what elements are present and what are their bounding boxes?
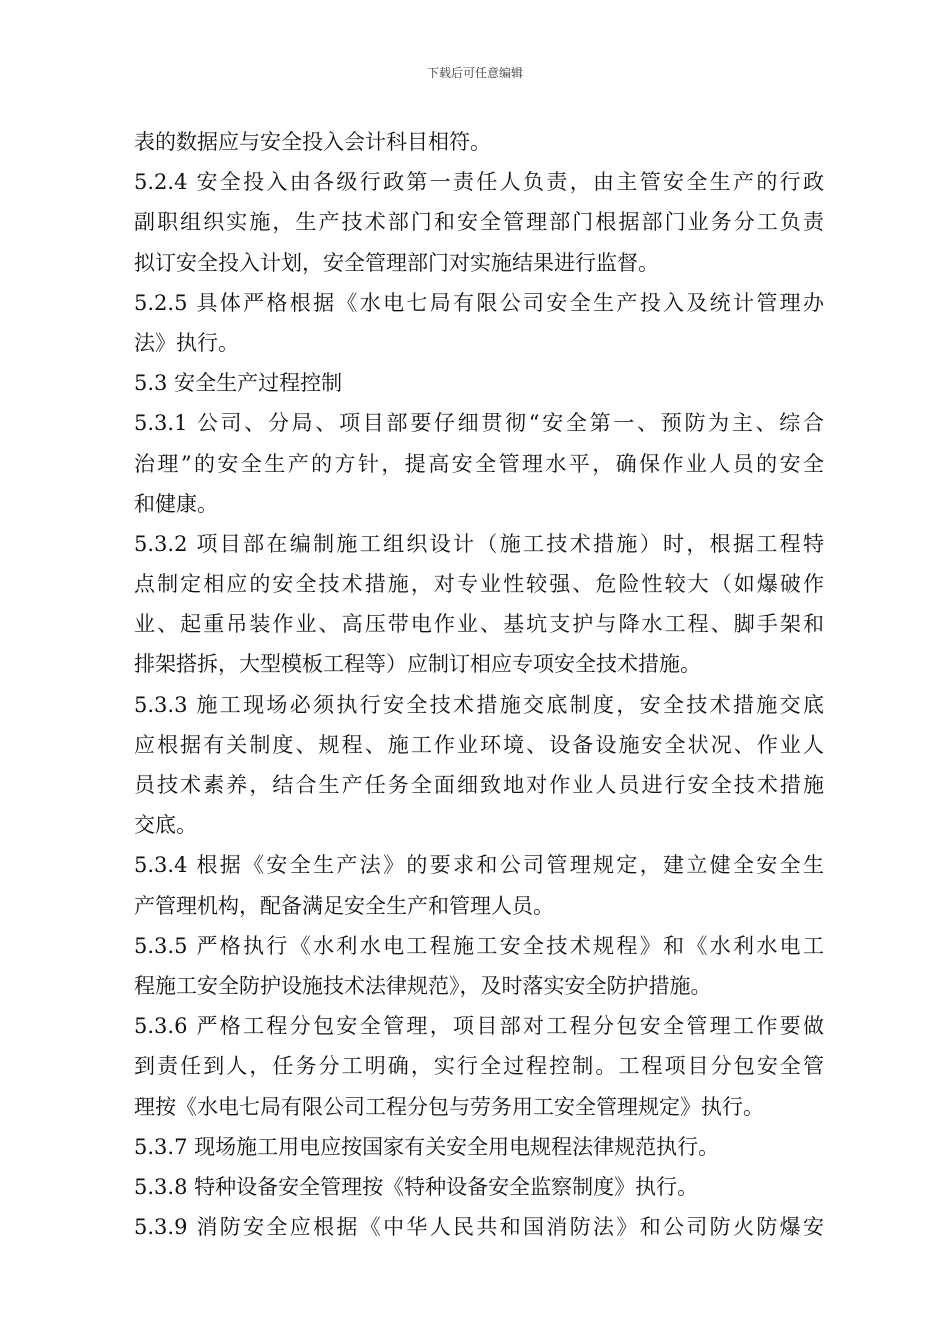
- text-line: 5.3.7 现场施工用电应按国家有关安全用电规程法律规范执行。: [134, 1134, 720, 1159]
- text-line: 业、起重吊装作业、高压带电作业、基坑支护与降水工程、脚手架和: [134, 612, 824, 637]
- text-line: 和健康。: [134, 491, 218, 516]
- document-body: [134, 122, 824, 1247]
- text-line: 交底。: [134, 813, 197, 838]
- text-line: 5.3 安全生产过程控制: [134, 371, 343, 396]
- text-line: 5.3.4 根据《安全生产法》的要求和公司管理规定，建立健全安全生: [134, 853, 824, 878]
- text-line: 5.3.5 严格执行《水利水电工程施工安全技术规程》和《水利水电工: [134, 933, 824, 958]
- text-line: 程施工安全防护设施技术法律规范》，及时落实安全防护措施。: [134, 973, 712, 998]
- text-line: 法》执行。: [134, 330, 239, 355]
- text-line: 治理”的安全生产的方针，提高安全管理水平，确保作业人员的安全: [134, 451, 824, 476]
- text-line: 产管理机构，配备满足安全生产和管理人员。: [134, 893, 554, 918]
- page-header: 下载后可任意编辑: [426, 66, 523, 80]
- text-line: 应根据有关制度、规程、施工作业环境、设备设施安全状况、作业人: [134, 732, 824, 757]
- text-line: 拟订安全投入计划，安全管理部门对实施结果进行监督。: [134, 250, 659, 275]
- text-line: 副职组织实施，生产技术部门和安全管理部门根据部门业务分工负责: [134, 210, 824, 235]
- text-line: 理按《水电七局有限公司工程分包与劳务用工安全管理规定》执行。: [134, 1094, 764, 1119]
- text-line: 5.3.8 特种设备安全管理按《特种设备安全监察制度》执行。: [134, 1174, 699, 1199]
- text-line: 表的数据应与安全投入会计科目相符。: [134, 130, 491, 154]
- text-line: 5.2.4 安全投入由各级行政第一责任人负责，由主管安全生产的行政: [134, 170, 824, 195]
- text-line: 到责任到人，任务分工明确，实行全过程控制。工程项目分包安全管: [134, 1054, 824, 1079]
- text-line: 5.2.5 具体严格根据《水电七局有限公司安全生产投入及统计管理办: [134, 290, 824, 315]
- text-line: 排架搭拆，大型模板工程等）应制订相应专项安全技术措施。: [134, 652, 701, 677]
- text-line: 5.3.6 严格工程分包安全管理，项目部对工程分包安全管理工作要做: [134, 1014, 824, 1039]
- text-line: 点制定相应的安全技术措施，对专业性较强、危险性较大（如爆破作: [134, 572, 824, 597]
- text-line: 5.3.1 公司、分局、项目部要仔细贯彻“安全第一、预防为主、综合: [134, 411, 824, 436]
- text-line: 5.3.3 施工现场必须执行安全技术措施交底制度，安全技术措施交底: [134, 692, 824, 717]
- text-line: 员技术素养，结合生产任务全面细致地对作业人员进行安全技术措施: [134, 773, 824, 797]
- text-line: 5.3.2 项目部在编制施工组织设计（施工技术措施）时，根据工程特: [134, 531, 824, 556]
- text-line: 5.3.9 消防安全应根据《中华人民共和国消防法》和公司防火防爆安: [134, 1215, 824, 1240]
